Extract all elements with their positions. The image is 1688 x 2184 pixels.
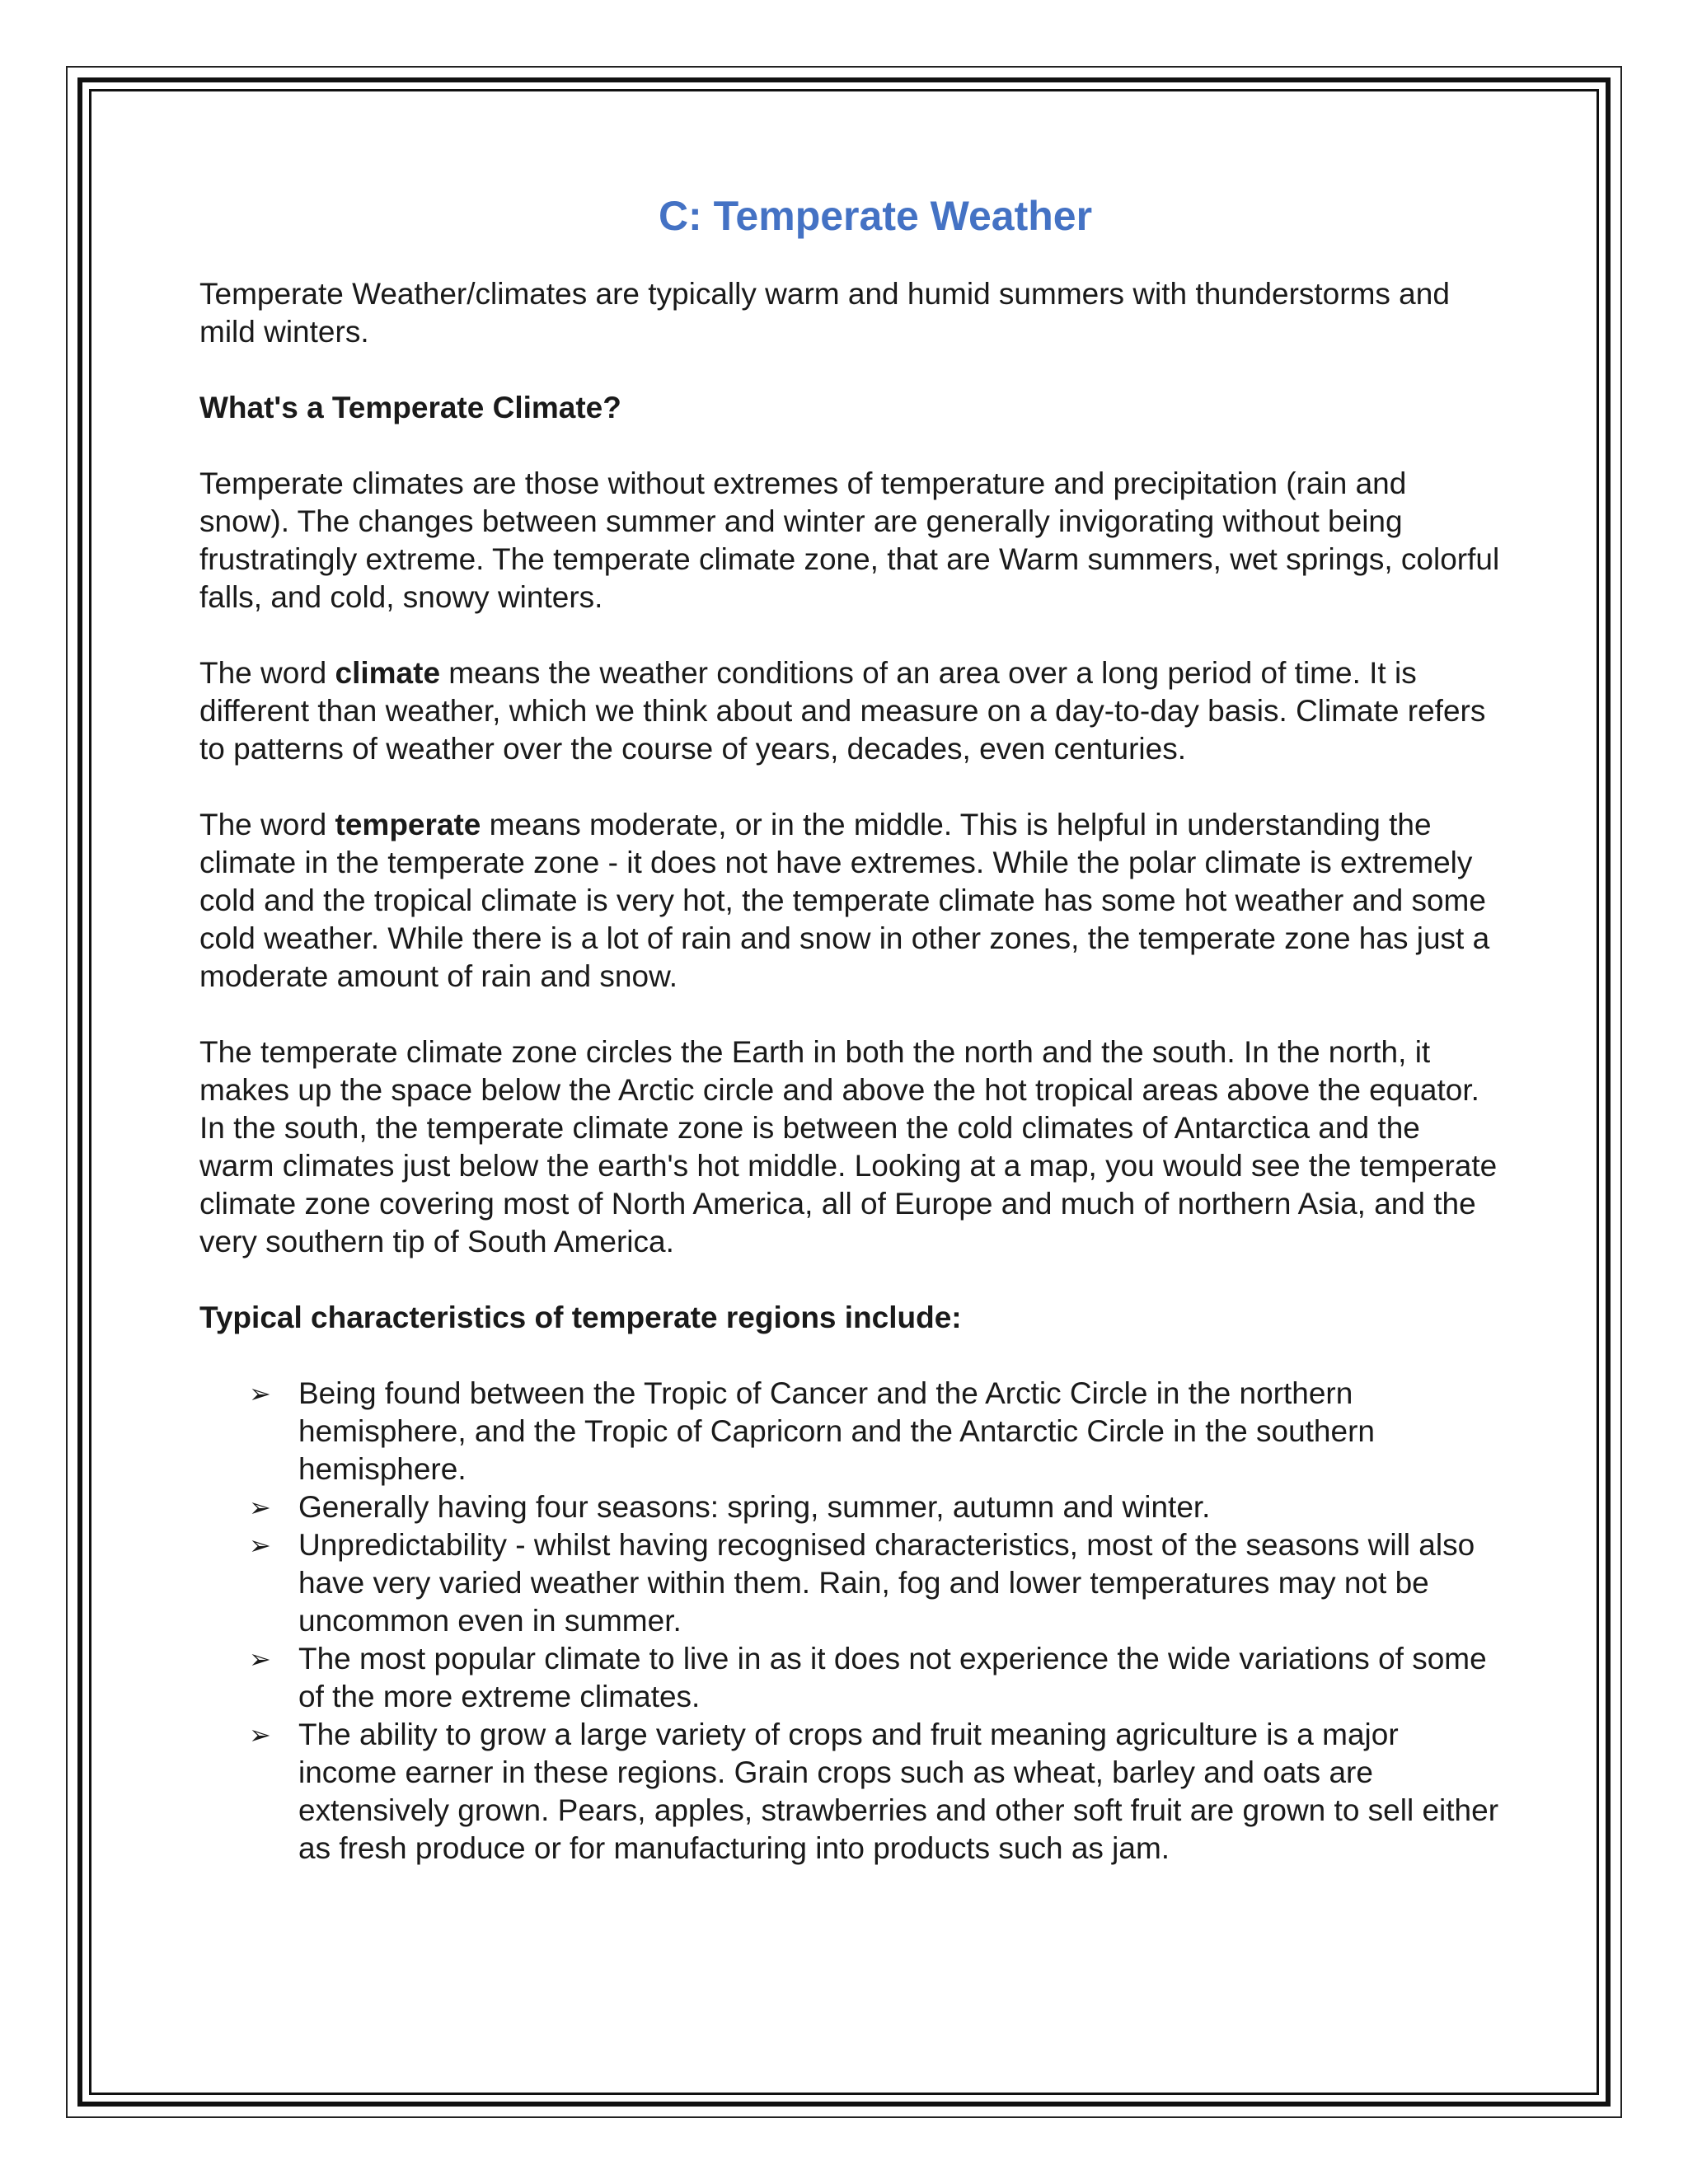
list-item-text: The most popular climate to live in as it does not experience the wide variations of some of the more extreme climates. <box>298 1642 1487 1713</box>
paragraph-zone-location: The temperate climate zone circles the Earth in both the north and the south. In the north, it makes up the space below the Arctic circle and above the hot tropical areas above the equator. In the south, the temperate climate zone is between the cold climates of Antarctica and the warm climates just below the earth's hot middle. Looking at a map, you would see the temperate climate zone covering most of North America, all of Europe and much of northern Asia, and the very southern tip of South America. <box>199 1035 1498 1258</box>
arrow-bullet-icon: ➢ <box>249 1379 271 1408</box>
paragraph-definition: Temperate climates are those without extremes of temperature and precipitation (rain and snow). The changes between summer and winter are generally invigorating without being frustratingly extreme. The temperate climate zone, that are Warm summers, wet springs, colorful falls, and cold, snowy winters. <box>199 466 1500 614</box>
list-item-text: Unpredictability - whilst having recognised characteristics, most of the seasons will also have very varied weather within them. Rain, fog and lower temperatures may not be uncommon even in summer. <box>298 1528 1475 1638</box>
paragraph-temperate-pre: The word <box>199 808 335 841</box>
list-item-text: The ability to grow a large variety of crops and fruit meaning agriculture is a major income earner in these regions. Grain crops such as wheat, barley and oats are extensively grown. Pears, apples, strawberries and other soft fruit are grown to sell either as fresh produce or for manufacturing into products such as jam. <box>298 1718 1499 1865</box>
list-item <box>249 1488 1502 1526</box>
list-item <box>249 1526 1502 1640</box>
section-heading-characteristics: Typical characteristics of temperate regions include: <box>199 1301 962 1334</box>
list-item <box>249 1716 1502 1868</box>
paragraph-temperate-word <box>199 806 1502 996</box>
section-heading-what-is: What's a Temperate Climate? <box>199 391 621 424</box>
list-item-text: Generally having four seasons: spring, summer, autumn and winter. <box>298 1490 1211 1524</box>
page-title: C: Temperate Weather <box>658 193 1093 239</box>
paragraph-climate-post: means the weather conditions of an area over a long period of time. It is different than weather, which we think about and measure on a day-to-day basis. Climate refers to patterns of weather over the course of years, decades, even centuries. <box>199 656 1486 766</box>
arrow-bullet-icon: ➢ <box>249 1720 271 1750</box>
paragraph-climate-pre: The word <box>199 656 335 690</box>
arrow-bullet-icon: ➢ <box>249 1644 271 1674</box>
document-body <box>199 191 1502 1868</box>
paragraph-temperate-post: means moderate, or in the middle. This is helpful in understanding the climate in the temperate zone - it does not have extremes. While the polar climate is extremely cold and the tropical climate is very hot, the temperate climate has some hot weather and some cold weather. While there is a lot of rain and snow in other zones, the temperate zone has just a moderate amount of rain and snow. <box>199 808 1490 993</box>
list-item-text: Being found between the Tropic of Cancer and the Arctic Circle in the northern hemisphere, and the Tropic of Capricorn and the Antarctic Circle in the southern hemisphere. <box>298 1376 1375 1486</box>
characteristics-list <box>199 1375 1502 1868</box>
keyword-temperate: temperate <box>335 808 481 841</box>
arrow-bullet-icon: ➢ <box>249 1530 271 1560</box>
arrow-bullet-icon: ➢ <box>249 1493 271 1522</box>
list-item <box>249 1375 1502 1488</box>
intro-paragraph: Temperate Weather/climates are typically warm and humid summers with thunderstorms and mild winters. <box>199 277 1450 349</box>
keyword-climate: climate <box>335 656 441 690</box>
paragraph-climate-word <box>199 654 1502 768</box>
list-item <box>249 1640 1502 1716</box>
